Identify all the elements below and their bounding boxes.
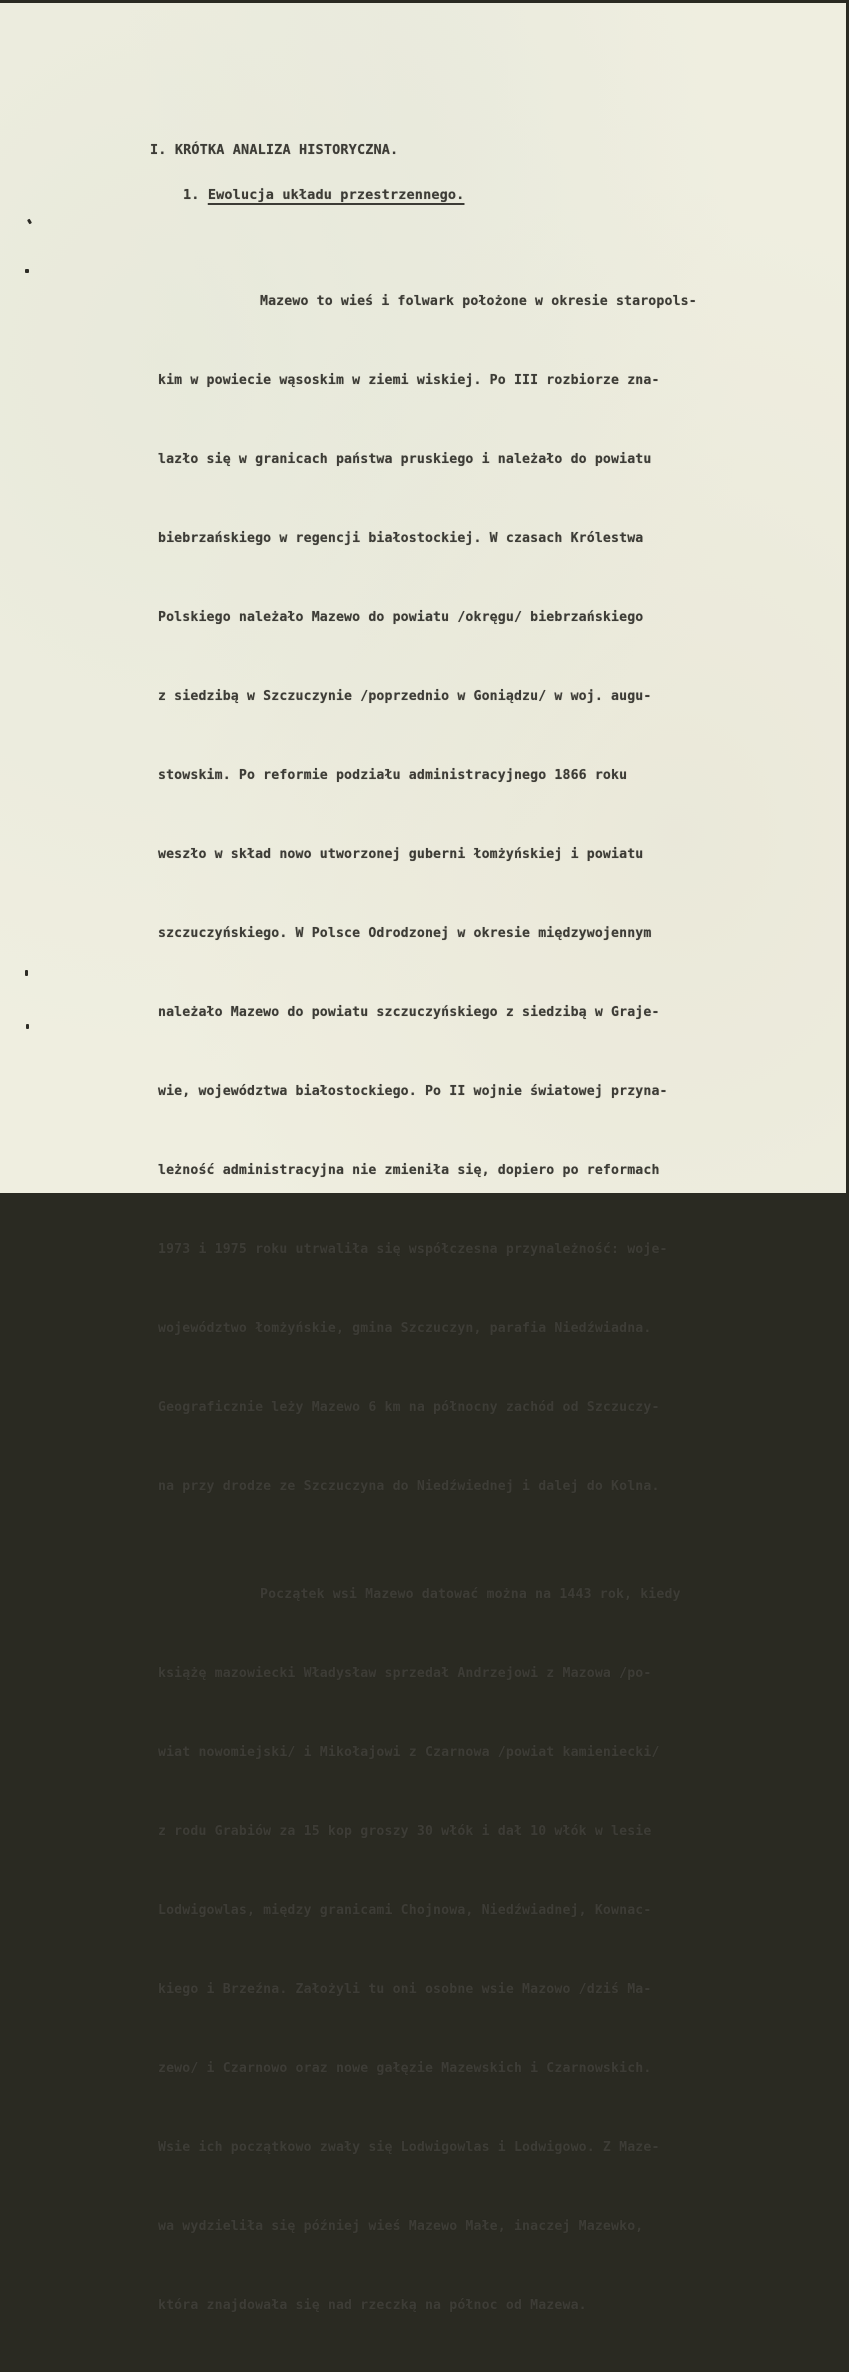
paragraph-1-line-9: szczuczyńskiego. W Polsce Odrodzonej w okresie międzywojennym	[158, 925, 652, 941]
paragraph-1-line-2: kim w powiecie wąsoskim w ziemi wiskiej. Po III rozbiorze zna-	[158, 372, 660, 388]
paragraph-1-line-6: z siedzibą w Szczuczynie /poprzednio w Goniądzu/ w woj. augu-	[158, 688, 652, 704]
paragraph-2-line-7: zewo/ i Czarnowo oraz nowe gałęzie Mazewskich i Czarnowskich.	[158, 2060, 652, 2076]
paragraph-2-line-8: Wsie ich początkowo zwały się Lodwigowlas i Lodwigowo. Z Maze-	[158, 2139, 660, 2155]
body-text	[158, 236, 697, 2372]
paragraph-1-line-12: leżność administracyjna nie zmieniła się, dopiero po reformach	[158, 1163, 660, 1179]
paragraph-1-line-3: lazło się w granicach państwa pruskiego i należało do powiatu	[158, 451, 652, 467]
paragraph-1-line-7: stowskim. Po reformie podziału administracyjnego 1866 roku	[158, 767, 628, 783]
paragraph-1-line-8: weszło w skład nowo utworzonej guberni łomżyńskiej i powiatu	[158, 846, 644, 862]
paragraph-1-line-10: należało Mazewo do powiatu szczuczyńskiego z siedzibą w Graje-	[158, 1004, 660, 1020]
paragraph-1-line-16: na przy drodze ze Szczuczyna do Niedźwiednej i dalej do Kolna.	[158, 1479, 660, 1495]
paragraph-1-line-4: biebrzańskiego w regencji białostockiej. W czasach Królestwa	[158, 530, 644, 546]
paragraph-2-line-1: Początek wsi Mazewo datować można na 1443 rok, kiedy	[260, 1586, 681, 1602]
paragraph-1-line-15: Geograficznie leży Mazewo 6 km na północny zachód od Szczuczy-	[158, 1400, 660, 1416]
typewritten-page	[0, 3, 846, 2313]
subsection-heading	[183, 187, 464, 203]
margin-mark	[27, 219, 32, 225]
paragraph-1-line-14: województwo łomżyńskie, gmina Szczuczyn, parafia Niedźwiadna.	[158, 1321, 652, 1337]
section-heading: I. KRÓTKA ANALIZA HISTORYCZNA.	[150, 142, 399, 158]
paragraph-2-line-10: która znajdowała się nad rzeczką na północ od Mazewa.	[158, 2297, 587, 2313]
paragraph-2-line-4: z rodu Grabiów za 15 kop groszy 30 włók i dał 10 włók w lesie	[158, 1823, 652, 1839]
margin-mark	[25, 269, 29, 273]
paragraph-1-line-1: Mazewo to wieś i folwark położone w okresie staropols-	[260, 293, 697, 309]
paragraph-2-line-2: książę mazowiecki Władysław sprzedał Andrzejowi z Mazowa /po-	[158, 1665, 652, 1681]
paragraph-1-line-5: Polskiego należało Mazewo do powiatu /okręgu/ biebrzańskiego	[158, 609, 644, 625]
margin-mark	[26, 1024, 29, 1029]
subsection-title: Ewolucja układu przestrzennego.	[207, 187, 465, 203]
paragraph-2-line-9: wa wydzieliła się później wieś Mazewo Małe, inaczej Mazewko,	[158, 2218, 644, 2234]
paragraph-2-line-6: kiego i Brzeźna. Założyli tu oni osobne wsie Mazowo /dziś Ma-	[158, 1981, 652, 1997]
subsection-number: 1.	[183, 187, 208, 203]
paragraph-2-line-5: Lodwigowlas, między granicami Chojnowa, Niedźwiadnej, Kownac-	[158, 1902, 652, 1918]
paragraph-2-line-3: wiat nowomiejski/ i Mikołajowi z Czarnowa /powiat kamieniecki/	[158, 1744, 660, 1760]
paragraph-1-line-11: wie, województwa białostockiego. Po II wojnie światowej przyna-	[158, 1084, 668, 1099]
paragraph-1-line-13: 1973 i 1975 roku utrwaliła się współczesna przynależność: woje-	[158, 1242, 668, 1258]
margin-mark	[25, 970, 28, 976]
